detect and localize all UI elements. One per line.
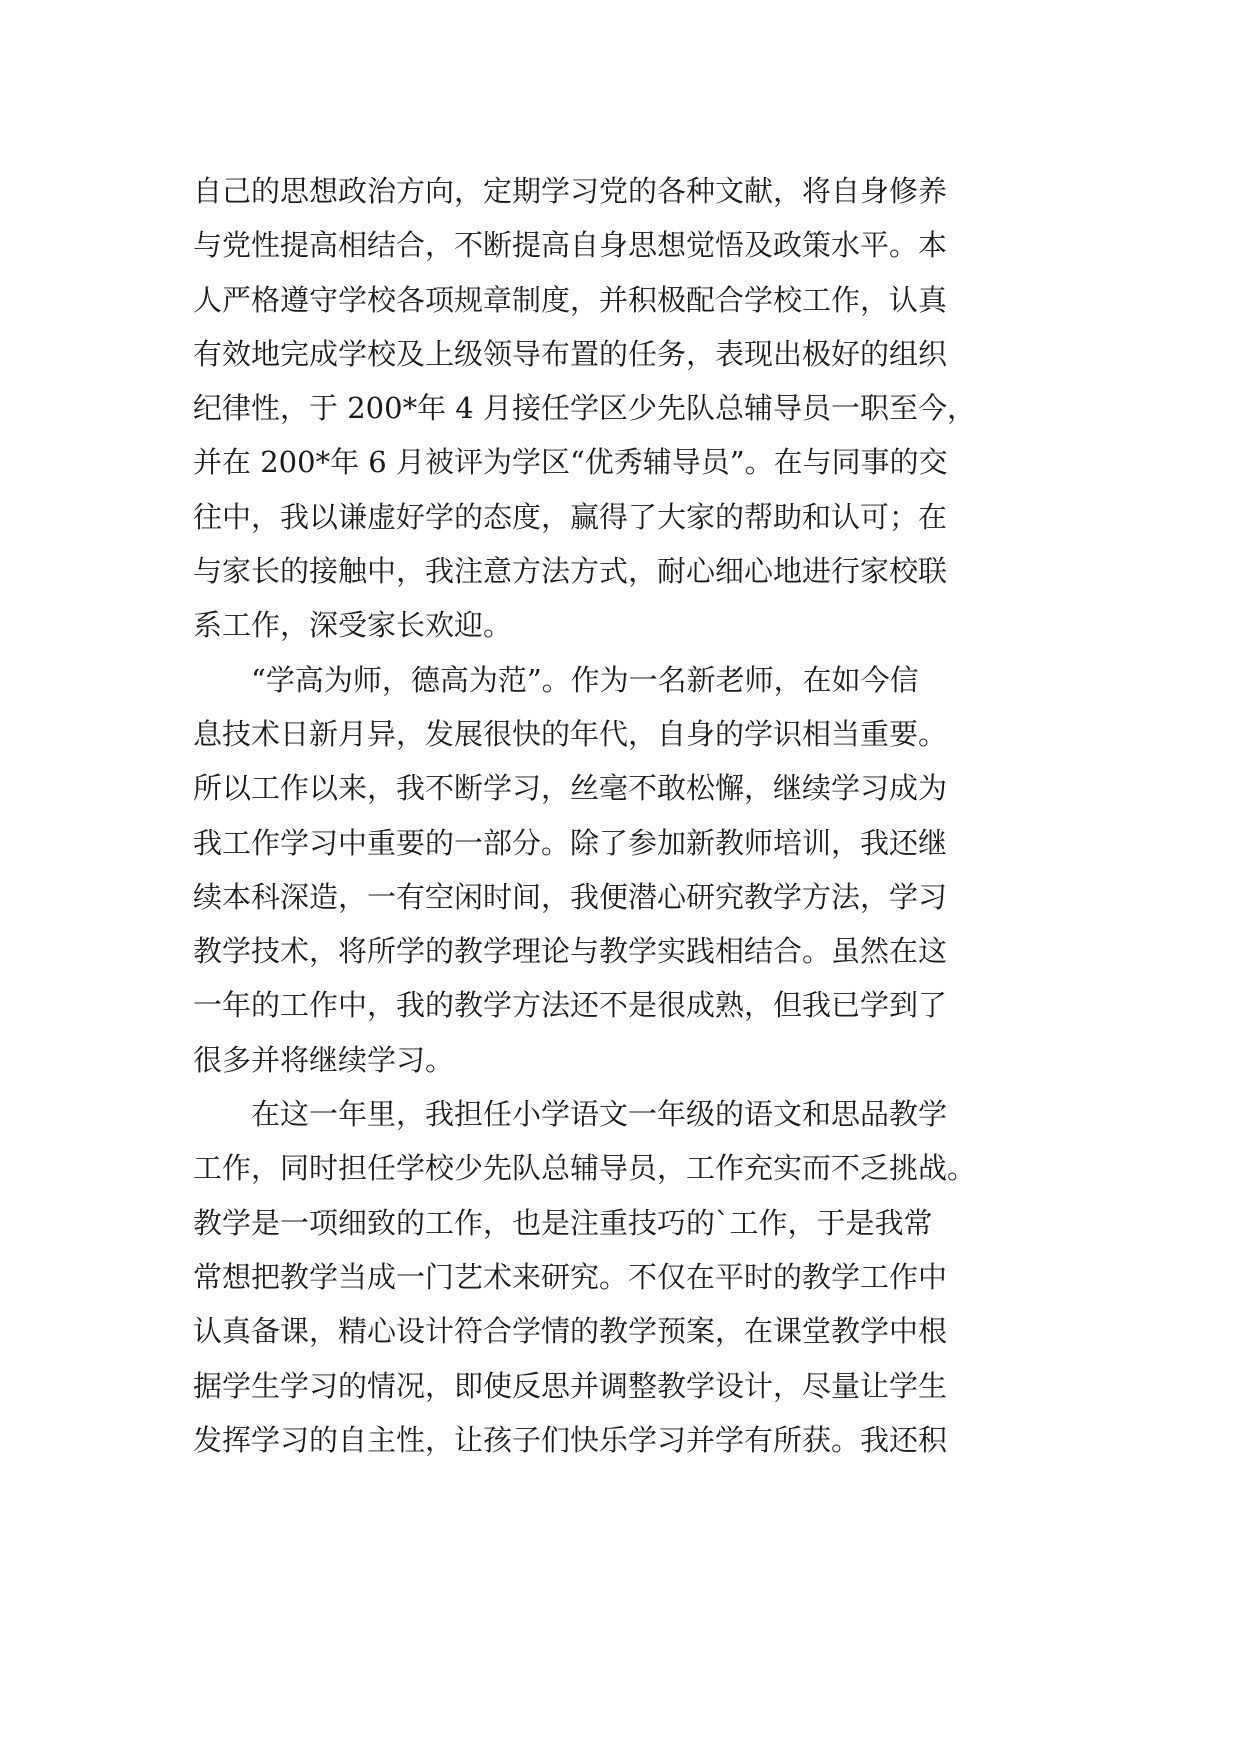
text-line: 工作，同时担任学校少先队总辅导员，工作充实而不乏挑战。 [193, 1151, 977, 1186]
text-line: 教学是一项细致的工作，也是注重技巧的`工作，于是我常 [193, 1205, 933, 1240]
text-line: 发挥学习的自主性，让孩子们快乐学习并学有所获。我还积 [193, 1422, 948, 1457]
text-line: 教学技术，将所学的教学理论与教学实践相结合。虽然在这 [193, 934, 948, 969]
text-line: 一年的工作中，我的教学方法还不是很成熟，但我已学到了 [193, 988, 948, 1023]
text-line: 据学生学习的情况，即使反思并调整教学设计，尽量让学生 [193, 1368, 948, 1403]
text-line: 系工作，深受家长欢迎。 [193, 608, 513, 643]
text-line: 并在 200*年 6 月被评为学区“优秀辅导员”。在与同事的交 [193, 445, 948, 480]
text-line: 息技术日新月异，发展很快的年代，自身的学识相当重要。 [193, 716, 948, 751]
text-line: 纪律性，于 200*年 4 月接任学区少先队总辅导员一职至今， [193, 391, 976, 426]
text-line: 常想把教学当成一门艺术来研究。不仅在平时的教学工作中 [193, 1259, 948, 1294]
text-line: “学高为师，德高为范”。作为一名新老师，在如今信 [193, 662, 919, 697]
text-line: 与家长的接触中，我注意方法方式，耐心细心地进行家校联 [193, 554, 948, 589]
text-line: 续本科深造，一有空闲时间，我便潜心研究教学方法，学习 [193, 879, 948, 914]
text-line: 认真备课，精心设计符合学情的教学预案，在课堂教学中根 [193, 1314, 948, 1349]
body-text [193, 164, 1063, 1467]
text-line: 很多并将继续学习。 [193, 1042, 455, 1077]
text-line: 自己的思想政治方向，定期学习党的各种文献，将自身修养 [193, 174, 948, 208]
text-line: 所以工作以来，我不断学习，丝毫不敢松懈，继续学习成为 [193, 771, 948, 806]
text-line: 人严格遵守学校各项规章制度，并积极配合学校工作，认真 [193, 282, 948, 317]
text-line: 在这一年里，我担任小学语文一年级的语文和思品教学 [193, 1097, 948, 1132]
text-line: 我工作学习中重要的一部分。除了参加新教师培训，我还继 [193, 825, 948, 860]
text-line: 与党性提高相结合，不断提高自身思想觉悟及政策水平。本 [193, 228, 948, 263]
text-line: 往中，我以谦虚好学的态度，赢得了大家的帮助和认可；在 [193, 499, 948, 534]
text-line: 有效地完成学校及上级领导布置的任务，表现出极好的组织 [193, 336, 948, 371]
